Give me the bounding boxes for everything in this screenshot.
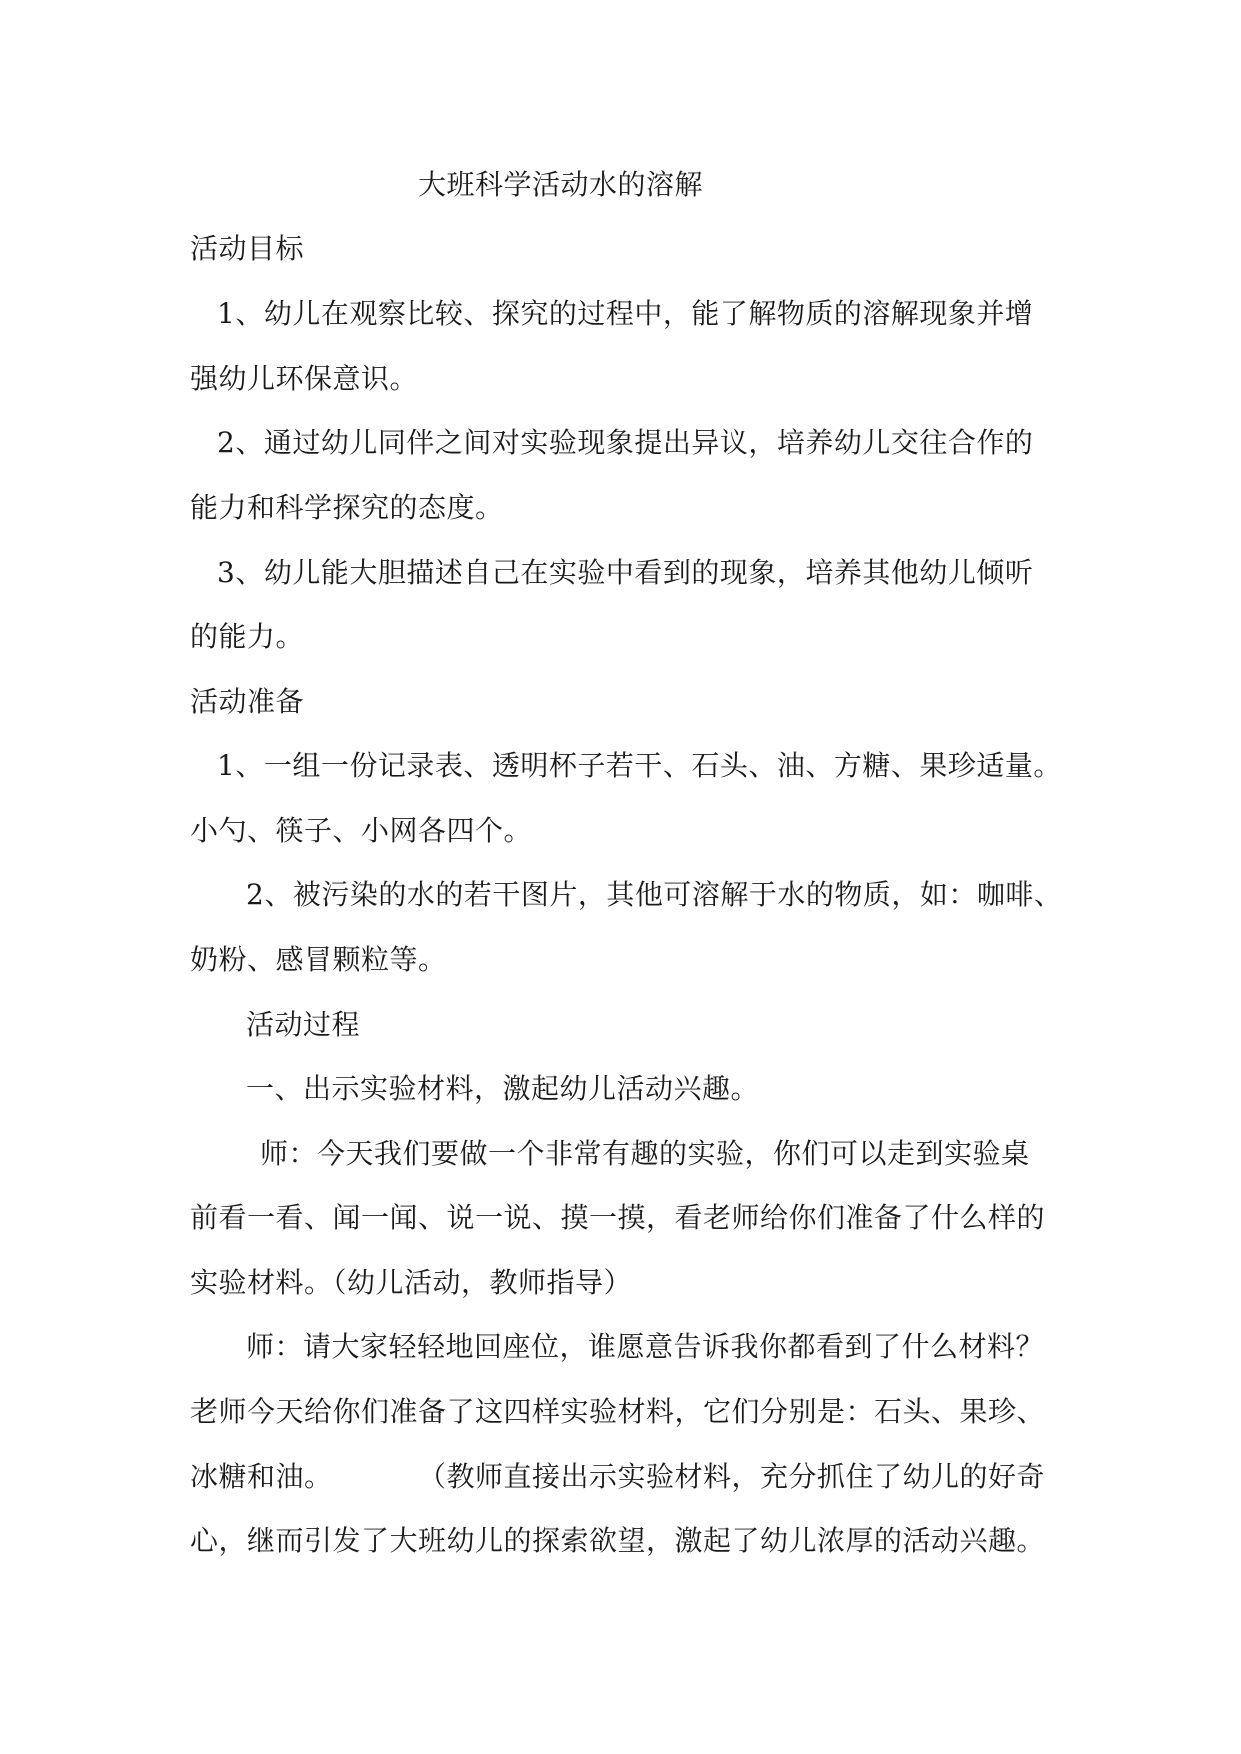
section-heading-process: 活动过程 [246,1008,361,1041]
teacher-para-1-line-3: 实验材料。（幼儿活动，教师指导） [190,1266,633,1299]
goal-1-line-2: 强幼儿环保意识。 [190,362,419,395]
prep-2-line-2: 奶粉、感冒颗粒等。 [190,943,447,976]
teacher-para-1-line-1: 师：今天我们要做一个非常有趣的实验，你们可以走到实验桌 [260,1137,1030,1170]
section-heading-goals: 活动目标 [190,232,305,265]
process-step-1: 一、出示实验材料，激起幼儿活动兴趣。 [246,1072,760,1105]
goal-3-line-1: 3、幼儿能大胆描述自己在实验中看到的现象，培养其他幼儿倾听 [217,556,1034,589]
goal-1-line-1: 1、幼儿在观察比较、探究的过程中，能了解物质的溶解现象并增 [217,297,1034,330]
teacher-para-2-line-1: 师：请大家轻轻地回座位，谁愿意告诉我你都看到了什么材料？ [246,1330,1045,1363]
prep-2-line-1: 2、被污染的水的若干图片，其他可溶解于水的物质，如：咖啡、 [246,878,1063,911]
teacher-para-2-line-4: 心，继而引发了大班幼儿的探索欲望，激起了幼儿浓厚的活动兴趣。 [190,1524,1046,1557]
prep-1-line-2: 小勺、筷子、小网各四个。 [190,814,533,847]
teacher-para-1-line-2: 前看一看、闻一闻、说一说、摸一摸，看老师给你们准备了什么样的 [190,1201,1046,1234]
goal-3-line-2: 的能力。 [190,620,305,653]
goal-2-line-2: 能力和科学探究的态度。 [190,491,504,524]
teacher-para-2-line-3b: （教师直接出示实验材料，充分抓住了幼儿的好奇 [418,1460,1046,1493]
prep-1-line-1: 1、一组一份记录表、透明杯子若干、石头、油、方糖、果珍适量。 [217,749,1062,782]
teacher-para-2-line-2: 老师今天给你们准备了这四样实验材料，它们分别是：石头、果珍、 [190,1395,1046,1428]
document-title: 大班科学活动水的溶解 [418,168,704,201]
teacher-para-2-line-3a: 冰糖和油。 [190,1460,333,1493]
goal-2-line-1: 2、通过幼儿同伴之间对实验现象提出异议，培养幼儿交往合作的 [217,426,1034,459]
section-heading-preparation: 活动准备 [190,685,305,718]
